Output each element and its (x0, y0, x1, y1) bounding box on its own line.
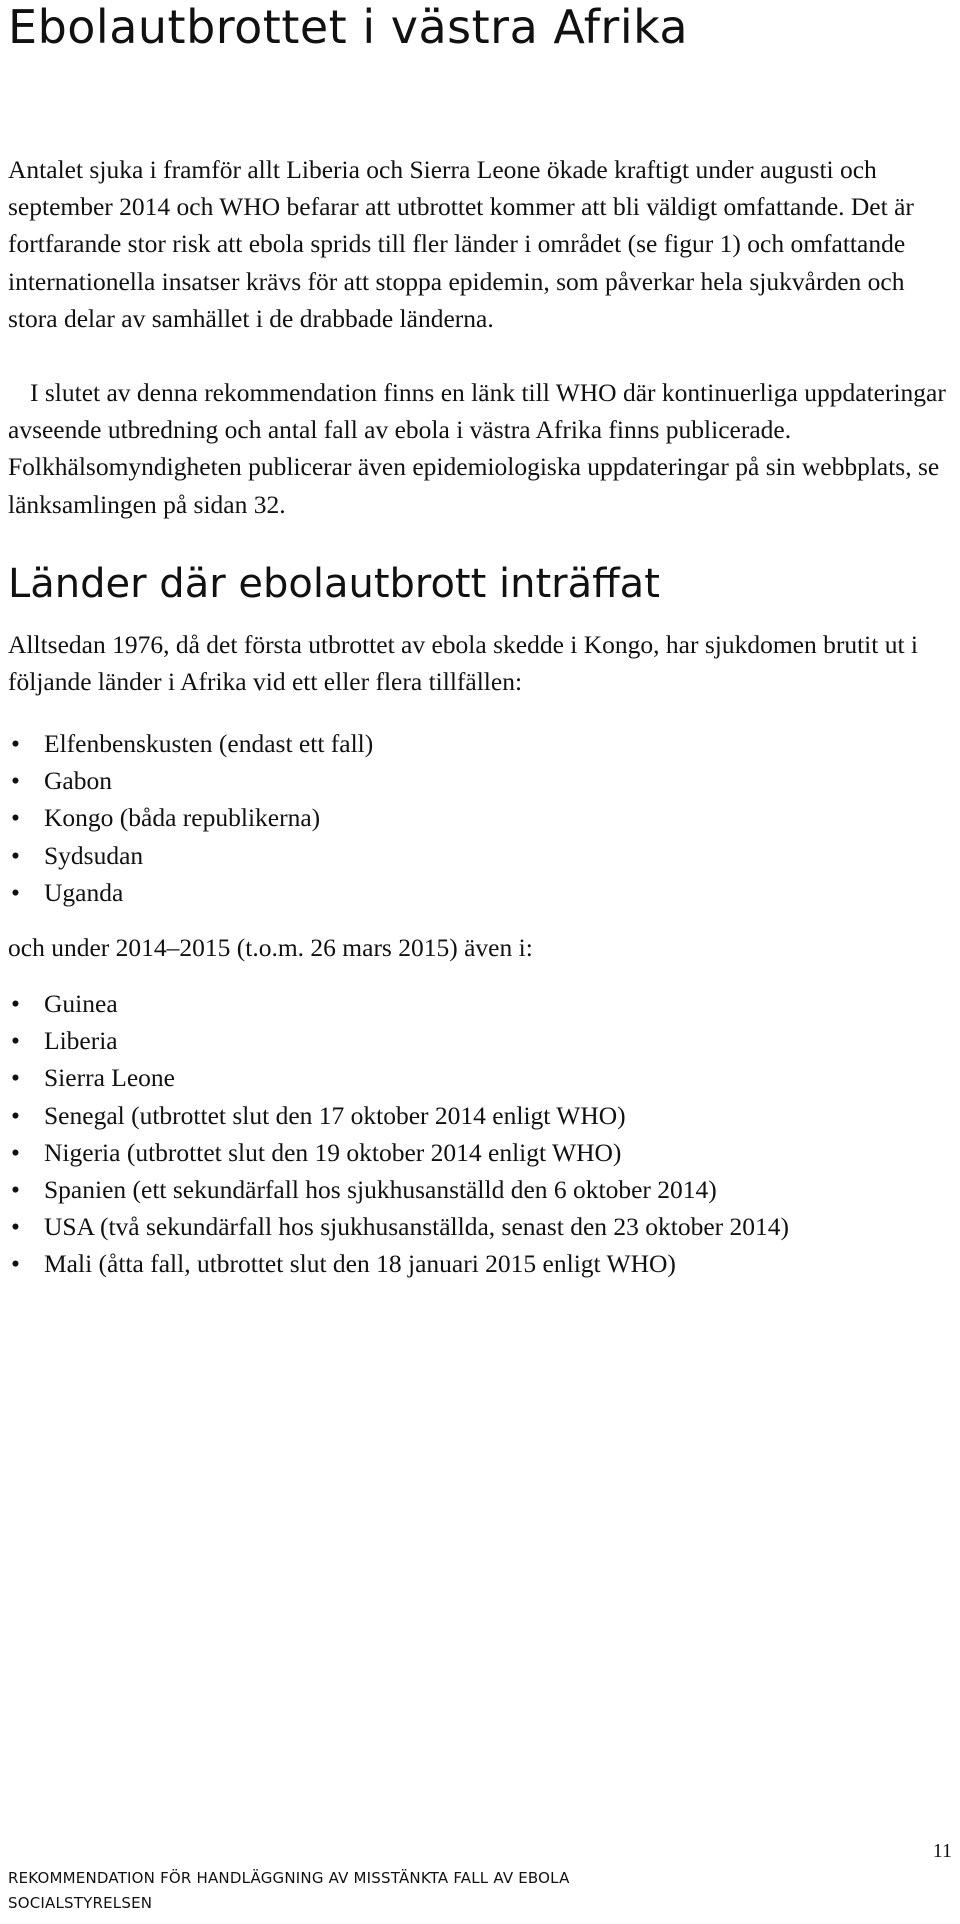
list-item-text: Nigeria (utbrottet slut den 19 oktober 2014 enligt WHO) (44, 1137, 622, 1167)
recent-countries-list (8, 985, 789, 1283)
list-item-text: Guinea (44, 989, 118, 1018)
list-item (8, 799, 373, 836)
bullet-icon: • (11, 1100, 20, 1130)
list-item (8, 1245, 789, 1282)
list-item-text: Gabon (44, 766, 112, 796)
bullet-icon: • (11, 989, 20, 1018)
footer-publisher: SOCIALSTYRELSEN (8, 1894, 153, 1912)
list-item-text: Senegal (utbrottet slut den 17 oktober 2014 enligt WHO) (44, 1100, 626, 1130)
list-item-text: Kongo (båda republikerna) (44, 803, 321, 833)
page-number: 11 (932, 1840, 952, 1862)
list-item-text: USA (två sekundärfall hos sjukhusanställda, senast den 23 oktober 2014) (44, 1212, 790, 1242)
list-item-text: Elfenbenskusten (endast ett fall) (44, 729, 374, 758)
page-footer (8, 1866, 570, 1916)
bullet-icon: • (11, 1249, 20, 1279)
bullet-icon: • (11, 1026, 20, 1056)
footer-document-title: REKOMMENDATION FÖR HANDLÄGGNING AV MISSTÄNKTA FALL AV EBOLA (8, 1869, 570, 1887)
bullet-icon: • (11, 840, 20, 870)
bullet-icon: • (11, 877, 20, 907)
list-item-text: Uganda (44, 877, 124, 907)
list-item (8, 1208, 789, 1245)
intro-paragraph: Antalet sjuka i framför allt Liberia och Sierra Leone ökade kraftigt under augusti och september 2014 och WHO befarar att utbrottet kommer att bli väldigt omfattande. Det är fortfarande stor risk att ebola sprids till fler länder i området (se figur 1) och omfattande internationella insatser krävs för att stoppa epidemin, som påverkar hela sjukvården och stora delar av samhället i de drabbade länderna. (8, 155, 914, 333)
list-item-text: Liberia (44, 1026, 118, 1056)
list-item-text: Spanien (ett sekundärfall hos sjukhusanställd den 6 oktober 2014) (44, 1174, 717, 1204)
list-item (8, 725, 373, 762)
bullet-icon: • (11, 1063, 20, 1093)
list-item (8, 985, 789, 1022)
section-heading: Länder där ebolautbrott inträffat (8, 561, 660, 607)
list-item (8, 1022, 789, 1059)
who-link-paragraph: I slutet av denna rekommendation finns en länk till WHO där kontinuerliga uppdateringar avseende utbredning och antal fall av ebola i västra Afrika finns publicerade. Folkhälsomyndigheten publicerar även epidemiologiska uppdateringar på sin webbplats, se länksamlingen på sidan 32. (8, 378, 946, 519)
list-item (8, 874, 373, 911)
list-item (8, 762, 373, 799)
bullet-icon: • (11, 1137, 20, 1167)
list-item (8, 837, 373, 874)
list-item (8, 1134, 789, 1171)
list-item-text: Sierra Leone (44, 1063, 175, 1093)
page-title: Ebolautbrottet i västra Afrika (8, 0, 689, 54)
historic-countries-list (8, 725, 373, 911)
list-item-text: Sydsudan (44, 840, 144, 870)
recent-outbreak-paragraph: och under 2014–2015 (t.o.m. 26 mars 2015) även i: (8, 933, 533, 962)
bullet-icon: • (11, 729, 20, 758)
bullet-icon: • (11, 1212, 20, 1242)
list-item-text: Mali (åtta fall, utbrottet slut den 18 januari 2015 enligt WHO) (44, 1249, 676, 1279)
section-intro-paragraph: Alltsedan 1976, då det första utbrottet av ebola skedde i Kongo, har sjukdomen brutit ut i följande länder i Afrika vid ett eller flera tillfällen: (8, 630, 919, 697)
bullet-icon: • (11, 1174, 20, 1204)
list-item (8, 1059, 789, 1096)
list-item (8, 1097, 789, 1134)
bullet-icon: • (11, 803, 20, 833)
list-item (8, 1171, 789, 1208)
bullet-icon: • (11, 766, 20, 796)
